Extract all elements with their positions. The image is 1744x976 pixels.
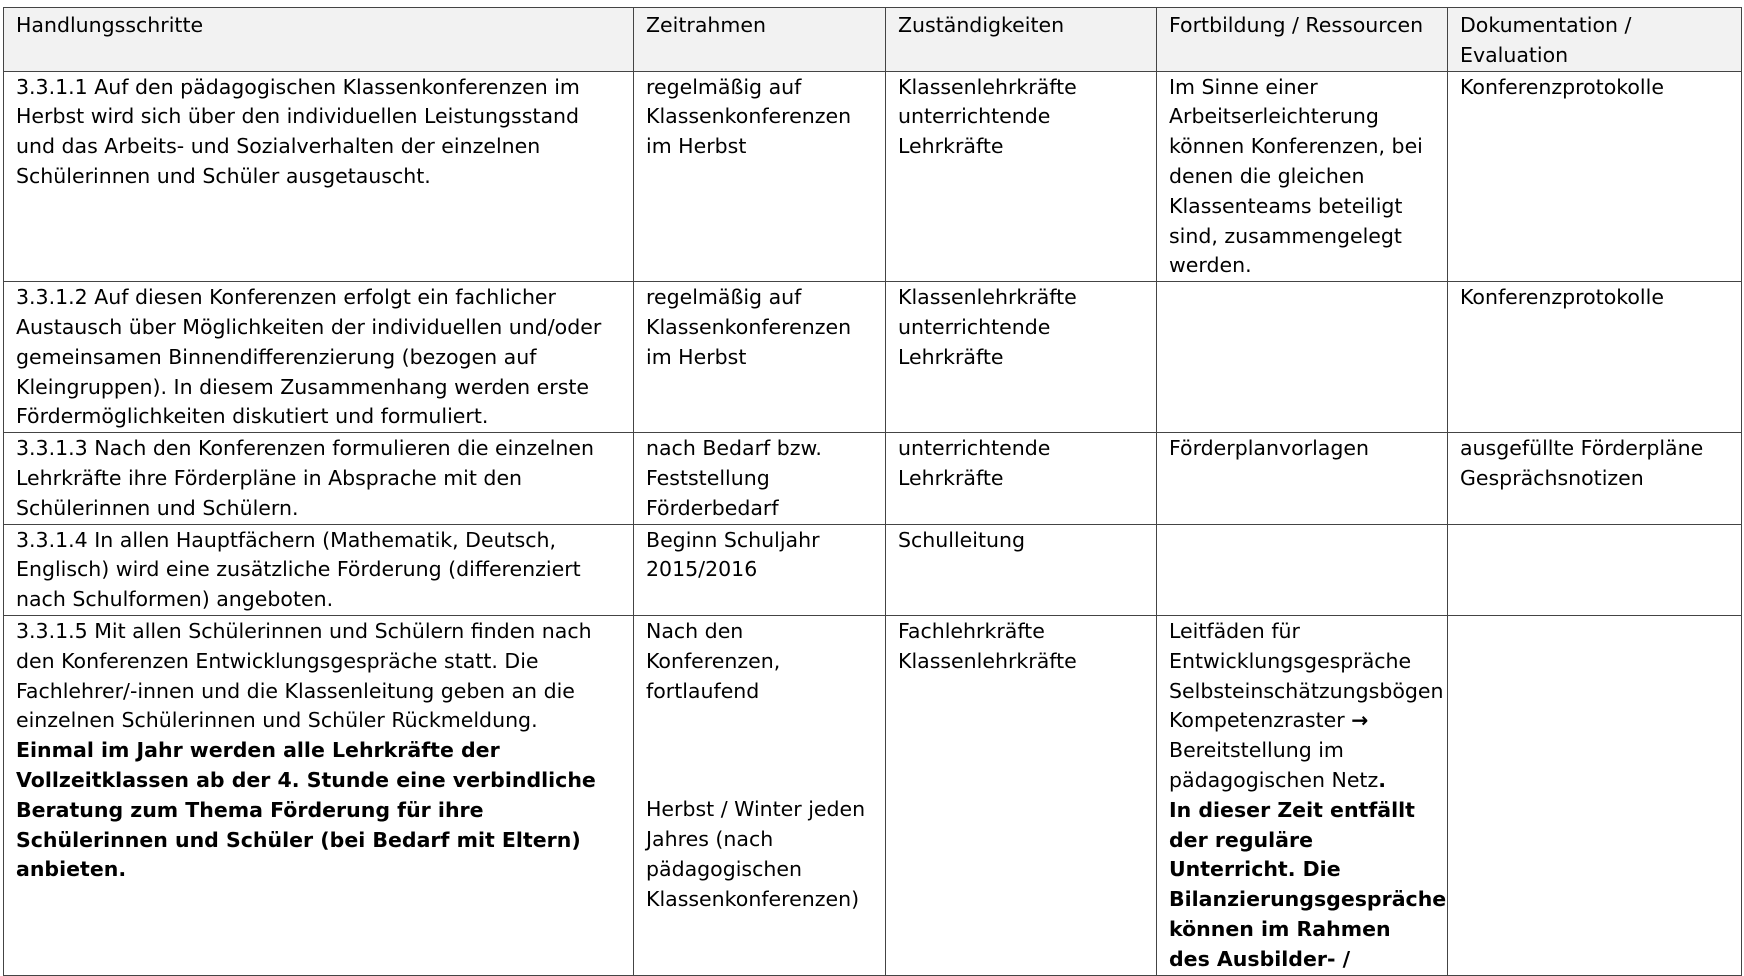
table-row xyxy=(4,433,1742,524)
timeframe-cell xyxy=(634,615,886,975)
arrow-right-icon: → xyxy=(1351,708,1369,733)
step-text-bold: Einmal im Jahr werden alle Lehrkräfte der Vollzeitklassen ab der 4. Stunde eine verbindliche Beratung zum Thema Förderung für ihre Schülerinnen und Schüler (bei Bedarf mit Eltern) anbieten. xyxy=(16,738,596,882)
training-after-arrow: Bereitstellung im pädagogischen Netz xyxy=(1169,738,1379,792)
table-row xyxy=(4,615,1742,975)
responsibility-cell xyxy=(886,615,1157,975)
responsibility-line: Schulleitung xyxy=(898,527,1026,552)
header-timeframe: Zeitrahmen xyxy=(634,8,886,72)
header-documentation-line2: Evaluation xyxy=(1460,42,1569,67)
documentation-cell: Konferenzprotokolle xyxy=(1448,282,1742,433)
step-cell: 3.3.1.2 Auf diesen Konferenzen erfolgt ein fachlicher Austausch über Möglichkeiten der individuellen und/oder gemeinsamen Binnendifferenzierung (bezogen auf Kleingruppen). In diesem Zusammenhang werden erste Fördermöglichkeiten diskutiert und formuliert. xyxy=(4,282,634,433)
responsibility-cell xyxy=(886,71,1157,282)
spacer xyxy=(646,706,875,795)
step-cell: 3.3.1.3 Nach den Konferenzen formulieren die einzelnen Lehrkräfte ihre Förderpläne in Absprache mit den Schülerinnen und Schülern. xyxy=(4,433,634,524)
training-bold-text: In dieser Zeit entfällt der reguläre Unterricht. Die Bilanzierungsgespräche können im Rahmen des Ausbilder- / xyxy=(1169,797,1447,971)
header-documentation-line1: Dokumentation / xyxy=(1460,13,1632,37)
responsibility-line: Lehrkräfte xyxy=(898,465,1004,490)
responsibility-line: unterrichtende xyxy=(898,104,1051,129)
training-dot: . xyxy=(1378,767,1387,792)
header-responsibilities: Zuständigkeiten xyxy=(886,8,1157,72)
documentation-cell: Konferenzprotokolle xyxy=(1448,71,1742,282)
training-cell xyxy=(1157,282,1448,433)
responsibility-cell xyxy=(886,524,1157,615)
timeframe-cell: nach Bedarf bzw. Feststellung Förderbedarf xyxy=(634,433,886,524)
responsibility-line: unterrichtende xyxy=(898,314,1051,339)
documentation-cell xyxy=(1448,433,1742,524)
step-text: 3.3.1.5 Mit allen Schülerinnen und Schülern finden nach den Konferenzen Entwicklungsgespräche statt. Die Fachlehrer/-innen und die Klassenleitung geben an die einzelnen Schülerinnen und Schüler Rückmeldung. xyxy=(16,618,592,733)
documentation-line: Gesprächsnotizen xyxy=(1460,465,1644,490)
training-cell: Im Sinne einer Arbeitserleichterung können Konferenzen, bei denen die gleichen Klassenteams beteiligt sind, zusammengelegt werden. xyxy=(1157,71,1448,282)
timeframe-cell: regelmäßig auf Klassenkonferenzen im Herbst xyxy=(634,282,886,433)
table-row xyxy=(4,71,1742,282)
timeframe-text-1: Nach den Konferenzen, fortlaufend xyxy=(646,618,781,703)
responsibility-line: Klassenlehrkräfte xyxy=(898,74,1077,99)
training-line-with-arrow xyxy=(1169,706,1437,736)
documentation-cell xyxy=(1448,524,1742,615)
training-line: Kompetenzraster xyxy=(1169,708,1345,733)
documentation-line: ausgefüllte Förderpläne xyxy=(1460,436,1704,461)
timeframe-cell: Beginn Schuljahr 2015/2016 xyxy=(634,524,886,615)
header-training-resources: Fortbildung / Ressourcen xyxy=(1157,8,1448,72)
training-cell xyxy=(1157,615,1448,975)
step-cell: 3.3.1.4 In allen Hauptfächern (Mathematik, Deutsch, Englisch) wird eine zusätzliche Förderung (differenziert nach Schulformen) angeboten. xyxy=(4,524,634,615)
training-cell: Förderplanvorlagen xyxy=(1157,433,1448,524)
header-row xyxy=(4,8,1742,72)
responsibility-line: Klassenlehrkräfte xyxy=(898,285,1077,310)
training-cell xyxy=(1157,524,1448,615)
timeframe-cell: regelmäßig auf Klassenkonferenzen im Herbst xyxy=(634,71,886,282)
training-line xyxy=(1169,736,1437,796)
responsibility-line: Lehrkräfte xyxy=(898,134,1004,159)
responsibility-cell xyxy=(886,282,1157,433)
responsibility-line: Klassenlehrkräfte xyxy=(898,648,1077,673)
header-steps: Handlungsschritte xyxy=(4,8,634,72)
responsibility-line: unterrichtende xyxy=(898,436,1051,461)
step-cell: 3.3.1.1 Auf den pädagogischen Klassenkonferenzen im Herbst wird sich über den individuellen Leistungsstand und das Arbeits- und Sozialverhalten der einzelnen Schülerinnen und Schüler ausgetauscht. xyxy=(4,71,634,282)
table-row xyxy=(4,282,1742,433)
responsibility-line: Fachlehrkräfte xyxy=(898,618,1045,643)
documentation-cell xyxy=(1448,615,1742,975)
training-line: Leitfäden für Entwicklungsgespräche xyxy=(1169,618,1412,673)
table-row xyxy=(4,524,1742,615)
responsibility-line: Lehrkräfte xyxy=(898,344,1004,369)
training-line: Selbsteinschätzungsbögen xyxy=(1169,678,1444,703)
responsibility-cell xyxy=(886,433,1157,524)
timeframe-text-2: Herbst / Winter jeden Jahres (nach pädagogischen Klassenkonferenzen) xyxy=(646,797,866,911)
action-plan-table xyxy=(3,7,1742,976)
step-cell xyxy=(4,615,634,975)
header-documentation xyxy=(1448,8,1742,72)
